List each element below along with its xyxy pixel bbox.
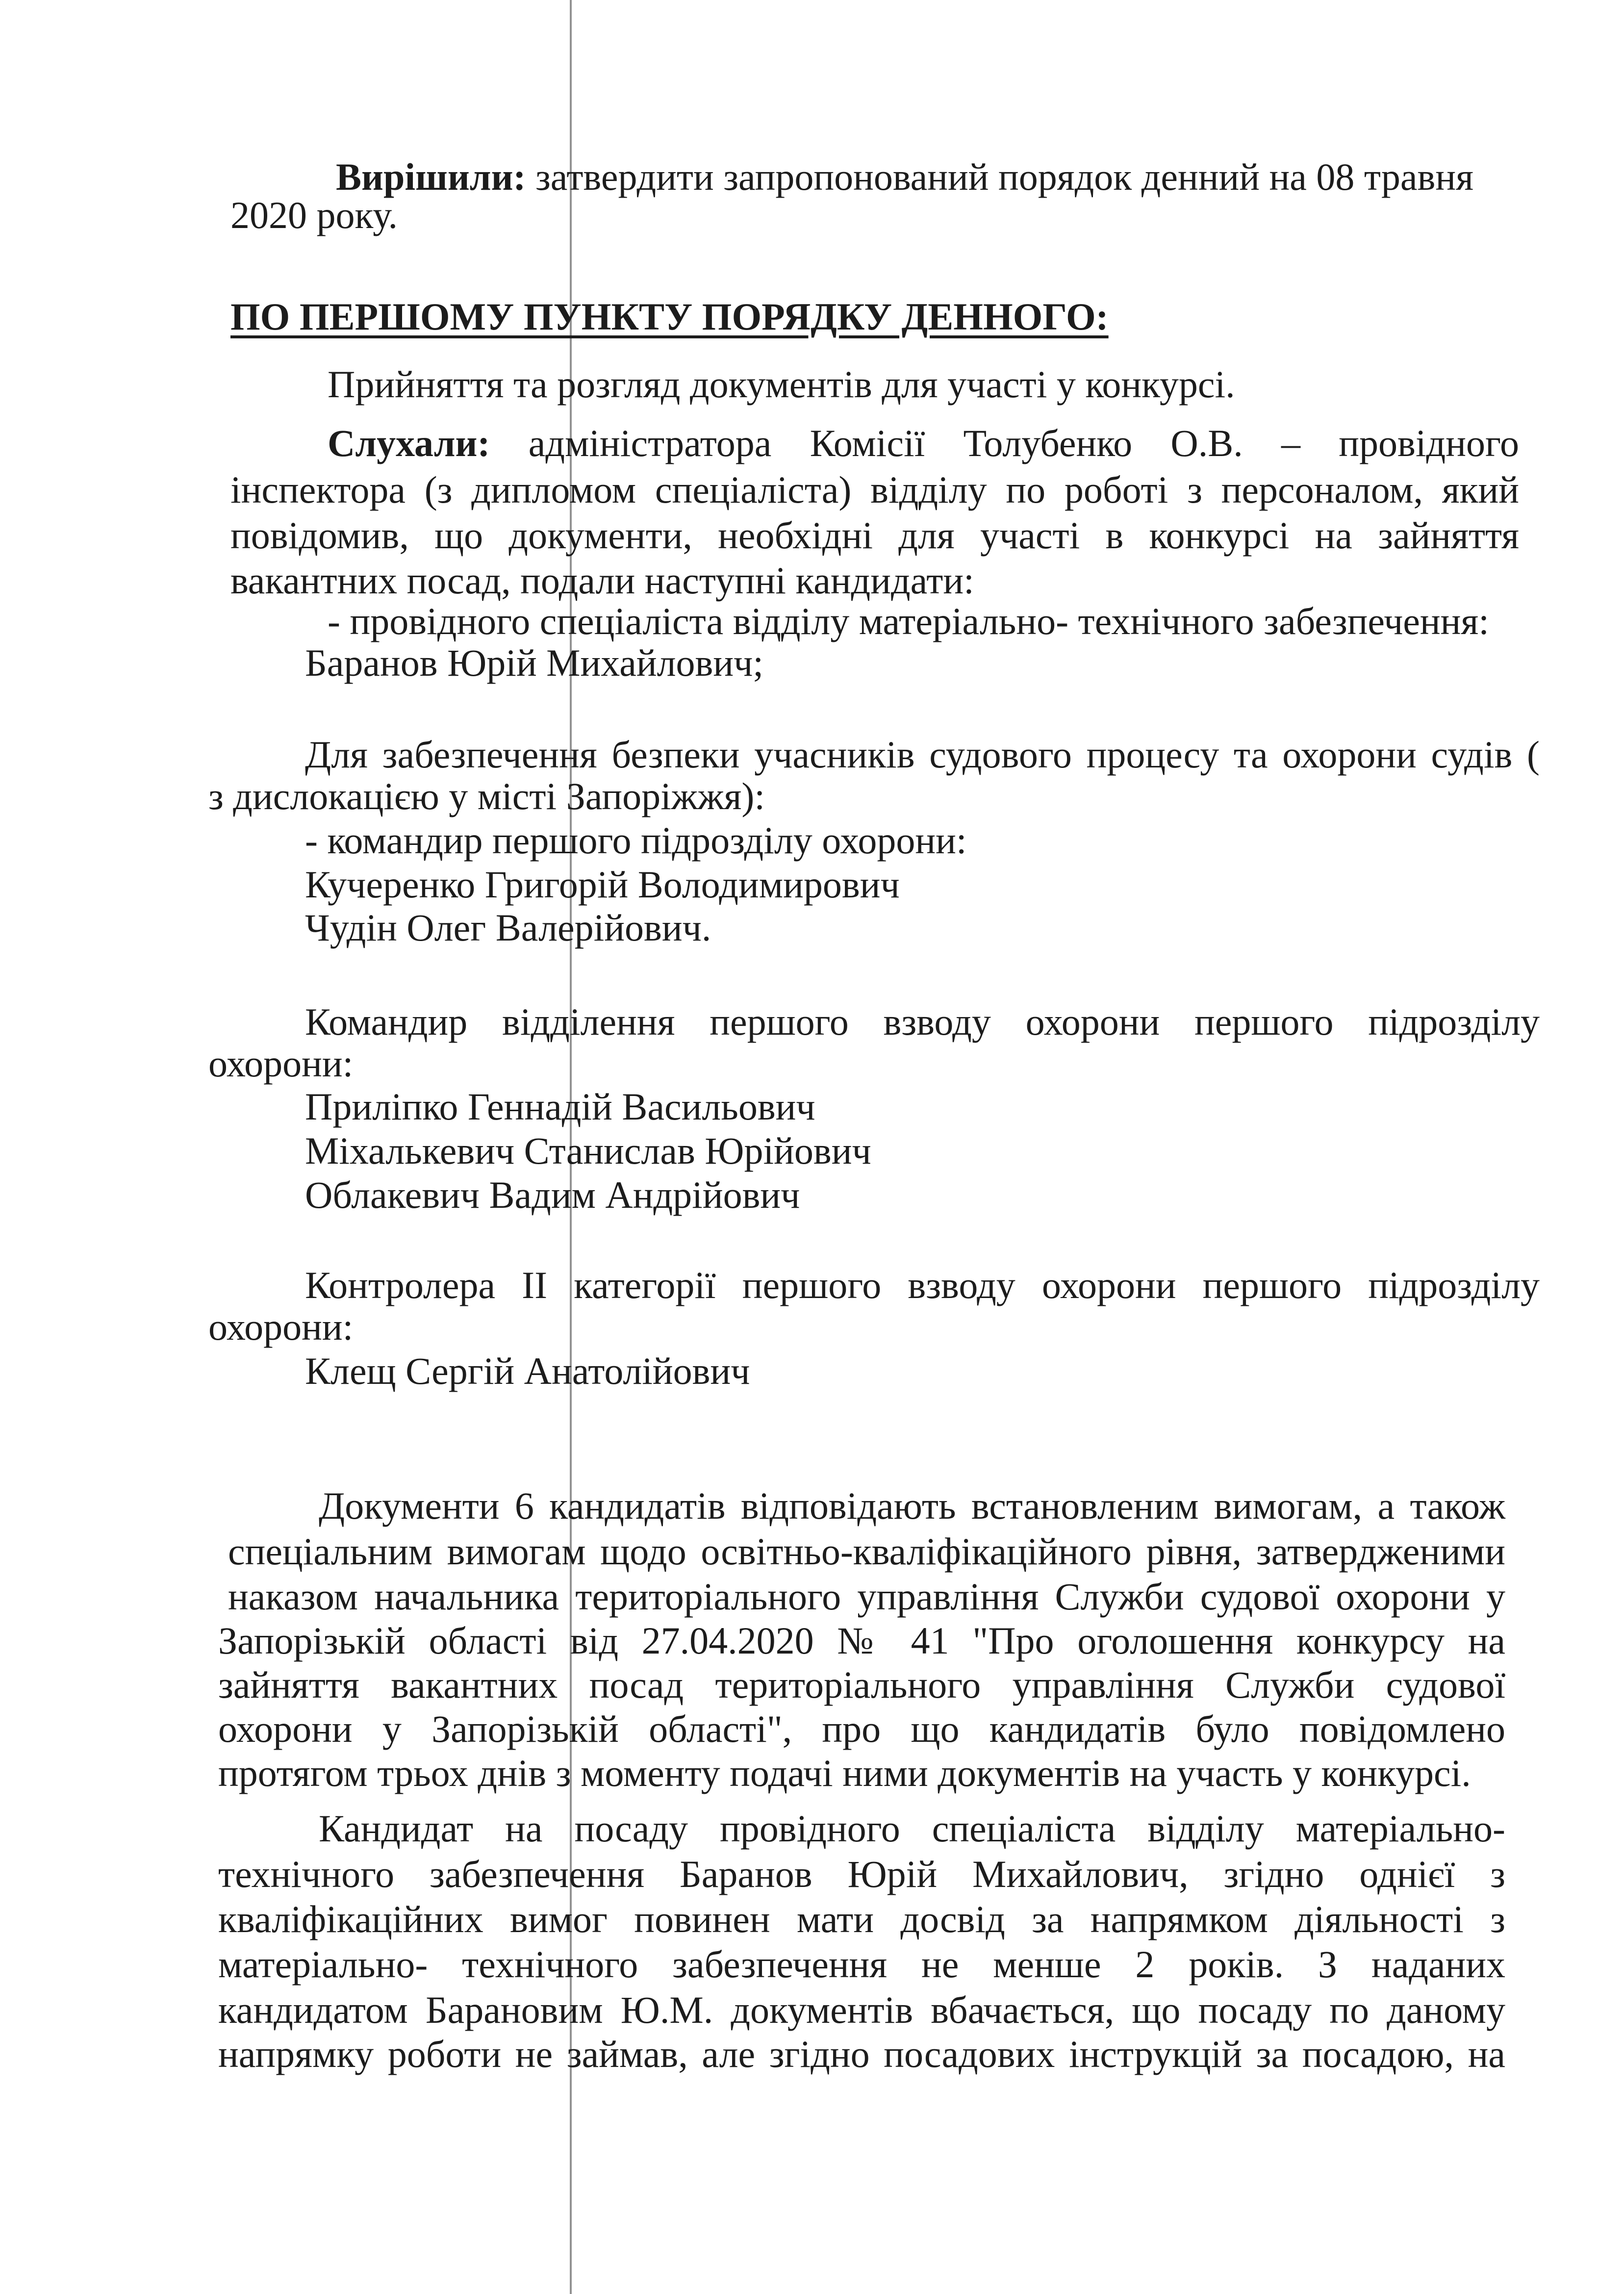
- documents-paragraph-line-7: протягом трьох днів з моменту подачі ними документів на участь у конкурсі.: [218, 1752, 1471, 1794]
- candidate-paragraph-line-2: технічного забезпечення Баранов Юрій Михайлович, згідно однієї з: [218, 1853, 1505, 1895]
- position-1-title: - провідного спеціаліста відділу матеріально- технічного забезпечення:: [328, 600, 1489, 642]
- decision-line-2: 2020 року.: [230, 194, 398, 236]
- position-4-candidate-1: Клещ Сергій Анатолійович: [305, 1350, 750, 1392]
- documents-paragraph-line-2: спеціальним вимогам щодо освітньо-кваліфікаційного рівня, затвердженими: [228, 1530, 1505, 1573]
- decision-text: затвердити запропонований порядок денний на 08 травня: [526, 155, 1473, 198]
- position-2-candidate-1: Кучеренко Григорій Володимирович: [305, 863, 900, 906]
- security-intro-line-1: Для забезпечення безпеки учасників судового процесу та охорони судів (: [305, 733, 1540, 776]
- position-3-title-line-2: охорони:: [208, 1042, 354, 1085]
- position-3-candidate-3: Облакевич Вадим Андрійович: [305, 1173, 800, 1216]
- heard-line-1: [328, 424, 1519, 462]
- heard-line-3: повідомив, що документи, необхідні для участі в конкурсі на зайняття: [230, 514, 1519, 557]
- agenda-item: Прийняття та розгляд документів для участі у конкурсі.: [328, 363, 1235, 406]
- heard-line-4: вакантних посад, подали наступні кандидати:: [230, 559, 974, 602]
- candidate-paragraph-line-1: Кандидат на посаду провідного спеціаліста відділу матеріально-: [319, 1807, 1505, 1850]
- candidate-paragraph-line-3: кваліфікаційних вимог повинен мати досвід за напрямком діяльності з: [218, 1898, 1505, 1940]
- position-3-title-line-1: Командир відділення першого взводу охорони першого підрозділу: [305, 1000, 1540, 1043]
- position-4-title-line-2: охорони:: [208, 1305, 354, 1348]
- position-1-candidate: Баранов Юрій Михайлович;: [305, 641, 764, 684]
- documents-paragraph-line-4: Запорізькій області від 27.04.2020 № 41 "Про оголошення конкурсу на: [218, 1619, 1505, 1662]
- position-2-title: - командир першого підрозділу охорони:: [305, 819, 967, 862]
- decision-line-1: [336, 155, 1473, 198]
- decision-label: Вирішили:: [336, 155, 526, 198]
- documents-paragraph-line-6: охорони у Запорізькій області", про що кандидатів було повідомлено: [218, 1708, 1505, 1750]
- position-2-candidate-2: Чудін Олег Валерійович.: [305, 906, 711, 949]
- security-intro-line-2: з дислокацією у місті Запоріжжя):: [208, 775, 765, 817]
- candidate-paragraph-line-6: напрямку роботи не займав, але згідно посадових інструкцій за посадою, на: [218, 2033, 1505, 2075]
- heard-label: Слухали:: [328, 422, 490, 464]
- documents-paragraph-line-1: Документи 6 кандидатів відповідають встановленим вимогам, а також: [319, 1484, 1505, 1527]
- documents-paragraph-line-5: зайняття вакантних посад територіального управління Служби судової: [218, 1663, 1505, 1706]
- candidate-paragraph-line-5: кандидатом Барановим Ю.М. документів вбачається, що посаду по даному: [218, 1988, 1505, 2031]
- heard-text: адміністратора Комісії Толубенко О.В. – провідного: [490, 422, 1519, 464]
- candidate-paragraph-line-4: матеріально- технічного забезпечення не менше 2 років. З наданих: [218, 1943, 1505, 1986]
- heard-line-2: інспектора (з дипломом спеціаліста) відділу по роботі з персоналом, який: [230, 468, 1519, 511]
- section-heading: ПО ПЕРШОМУ ПУНКТУ ПОРЯДКУ ДЕННОГО:: [230, 295, 1109, 338]
- documents-paragraph-line-3: наказом начальника територіального управління Служби судової охорони у: [228, 1575, 1505, 1618]
- position-3-candidate-1: Приліпко Геннадій Васильович: [305, 1085, 815, 1128]
- position-4-title-line-1: Контролера II категорії першого взводу охорони першого підрозділу: [305, 1264, 1540, 1306]
- position-3-candidate-2: Міхалькевич Станислав Юрійович: [305, 1129, 871, 1172]
